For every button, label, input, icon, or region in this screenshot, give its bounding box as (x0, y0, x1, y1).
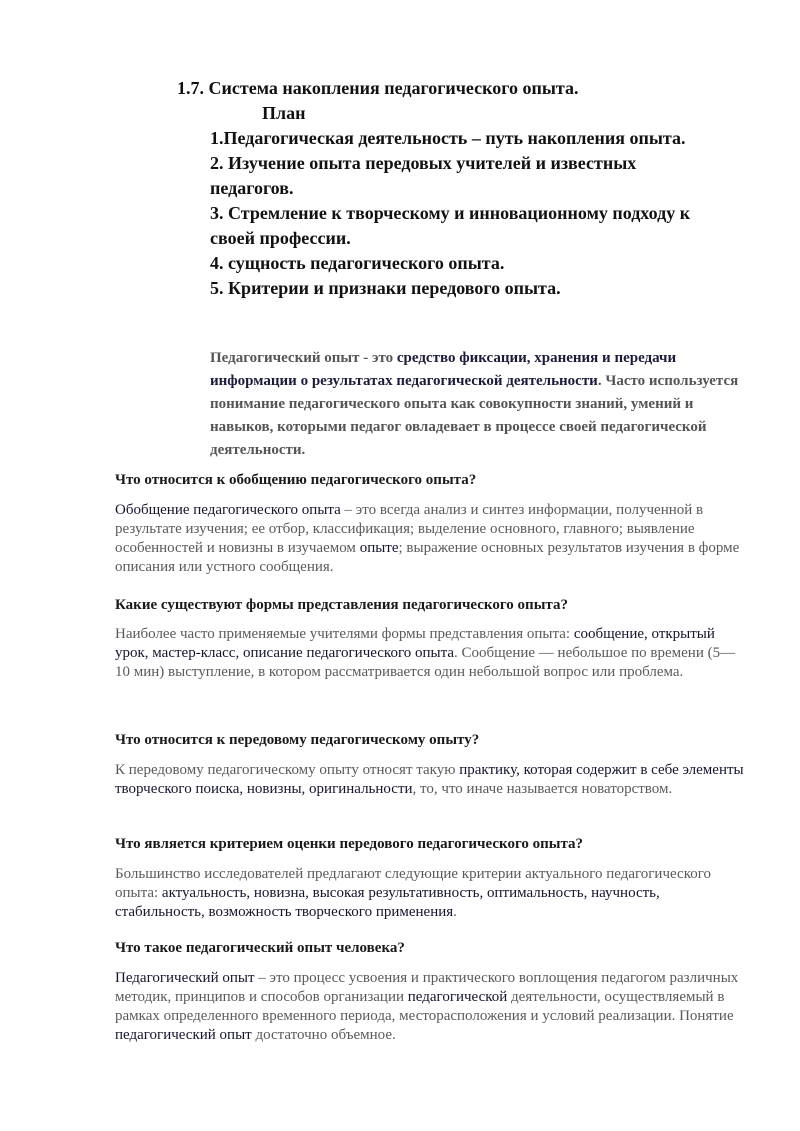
question-heading: Что относится к передовому педагогическому опыту? (115, 732, 480, 748)
section-title: 1.7. Система накопления педагогического опыта. (177, 78, 579, 98)
answer-term: сообщение, открытый урок, мастер-класс, описание педагогического опыта (115, 626, 715, 661)
plan-item: 5. Критерии и признаки передового опыта. (210, 278, 561, 298)
plan-item: педагогов. (210, 178, 294, 198)
plan-item: 2. Изучение опыта передовых учителей и известных (210, 153, 637, 173)
answer-paragraph (115, 501, 745, 577)
definition-paragraph (210, 347, 740, 462)
answer-term: опыте (359, 540, 399, 556)
plan-item: 1.Педагогическая деятельность – путь накопления опыта. (210, 128, 686, 148)
question-heading: Какие существуют формы представления педагогического опыта? (115, 597, 568, 613)
answer-paragraph (115, 865, 745, 922)
definition-highlight: средство фиксации, хранения и передачи информации о результатах педагогической деятельности (210, 350, 677, 389)
answer-paragraph (115, 761, 745, 799)
answer-paragraph (115, 625, 745, 682)
definition-lead: Педагогический опыт - это (210, 350, 397, 366)
answer-text: Наиболее часто применяемые учителями формы представления опыта: (115, 626, 574, 642)
answer-text: . Сообщение — небольшое по времени (5—10 мин) выступление, в котором рассматривается один небольшой вопрос или проблема. (115, 645, 736, 680)
answer-text: – это всегда анализ и синтез информации, полученной в результате изучения; ее отбор, классификация; выделение основного, главного; выявление особенностей и новизны в изучаемом (115, 502, 704, 556)
answer-text: К передовому педагогическому опыту относят такую (115, 762, 460, 778)
question-heading: Что относится к обобщению педагогического опыта? (115, 472, 477, 488)
answer-term: практику, которая содержит в себе элементы творческого поиска, новизны, оригинальности (115, 762, 744, 797)
question-heading: Что является критерием оценки передового педагогического опыта? (115, 836, 584, 852)
answer-term: Обобщение педагогического опыта (115, 502, 341, 518)
answer-text: деятельности, осуществляемый в рамках определенного временного периода, месторасположения и условий реализации. Понятие (115, 989, 734, 1024)
answer-term: Педагогический опыт (115, 970, 255, 986)
plan-item: 3. Стремление к творческому и инновационному подходу к (210, 203, 691, 223)
answer-term: педагогической (407, 989, 508, 1005)
definition-rest: . Часто используется понимание педагогического опыта как совокупности знаний, умений и навыков, которыми педагог овладевает в процессе своей педагогической деятельности. (210, 373, 739, 458)
answer-text: ; выражение основных результатов изучения в форме описания или устного сообщения. (115, 540, 740, 575)
plan-item: 4. сущность педагогического опыта. (210, 253, 505, 273)
answer-text: – это процесс усвоения и практического воплощения педагогом различных методик, принципов и способов организации (115, 970, 739, 1005)
plan-heading: План (262, 103, 306, 123)
answer-text: Большинство исследователей предлагают следующие критерии актуального педагогического опыта: (115, 866, 711, 901)
plan-item: своей профессии. (210, 228, 351, 248)
answer-text: . (453, 904, 457, 920)
answer-text: достаточно объемное. (251, 1027, 396, 1043)
plan-list (210, 126, 750, 301)
answer-term: актуальность, новизна, высокая результативность, оптимальность, научность, стабильность, возможность творческого применения (115, 885, 660, 920)
answer-text: , то, что иначе называется новаторством. (412, 781, 673, 797)
answer-term: педагогический опыт (115, 1027, 252, 1043)
answer-paragraph (115, 969, 745, 1045)
question-heading: Что такое педагогический опыт человека? (115, 940, 405, 956)
